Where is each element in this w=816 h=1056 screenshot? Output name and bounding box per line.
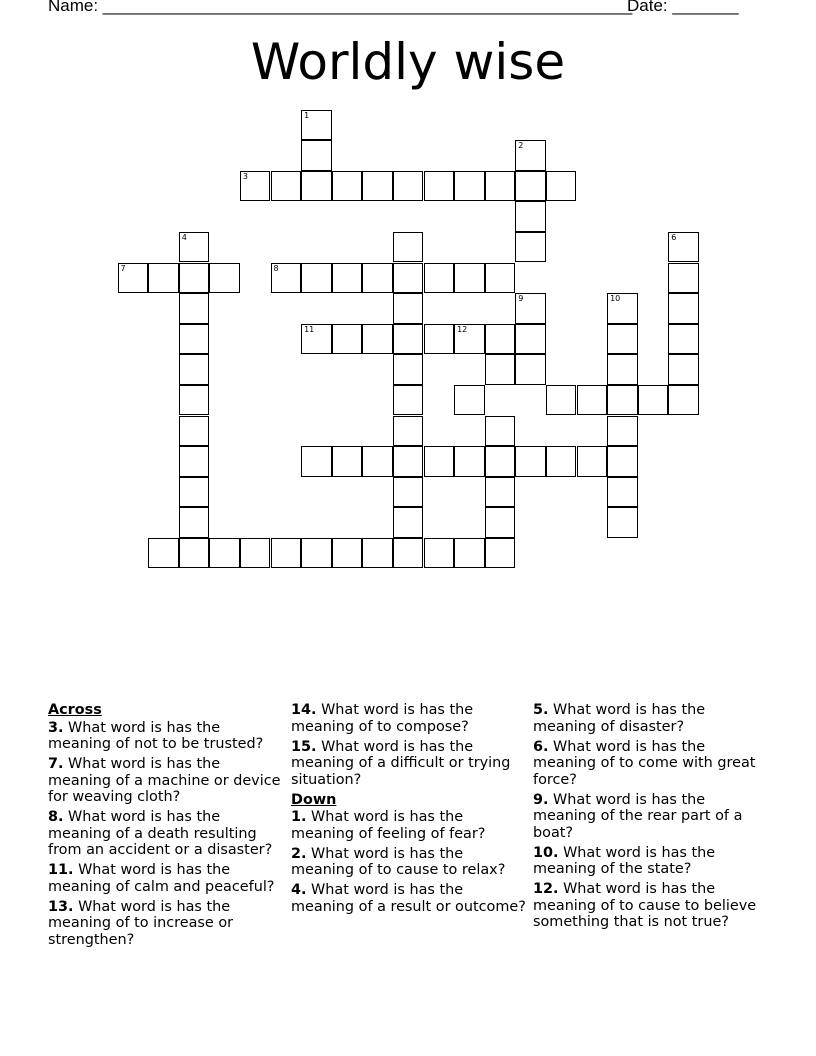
grid-cell[interactable] (301, 263, 332, 294)
grid-cell[interactable] (515, 232, 546, 263)
clue-down-10 (533, 845, 769, 878)
grid-cell[interactable] (301, 171, 332, 202)
clue-across-3 (48, 720, 284, 753)
clue-text: What word is has the meaning of to increase or strengthen? (48, 898, 234, 948)
clue-number: 9. (533, 791, 549, 808)
clue-number: 2. (291, 845, 307, 862)
grid-cell[interactable] (118, 263, 149, 294)
grid-cell[interactable] (393, 324, 424, 355)
grid-cell[interactable] (485, 416, 516, 447)
grid-cell[interactable] (515, 354, 546, 385)
clue-text: What word is has the meaning of a death resulting from an accident or a disaster? (48, 809, 273, 858)
grid-cell[interactable] (485, 446, 516, 477)
clue-number-label: 12 (457, 324, 468, 334)
grid-cell[interactable] (424, 171, 455, 202)
grid-cell[interactable] (271, 263, 302, 294)
clue-across-8 (48, 809, 284, 859)
grid-cell[interactable] (607, 416, 638, 447)
clues-column-2 (291, 702, 527, 919)
grid-cell[interactable] (301, 110, 332, 141)
grid-cell[interactable] (209, 263, 240, 294)
grid-cell[interactable] (393, 507, 424, 538)
clue-text: What word is has the meaning of feeling of fear? (291, 809, 486, 842)
grid-cell[interactable] (179, 538, 210, 569)
grid-cell[interactable] (607, 385, 638, 416)
grid-cell[interactable] (485, 507, 516, 538)
clue-number: 7. (48, 756, 64, 772)
grid-cell[interactable] (301, 538, 332, 569)
clue-number: 12. (533, 881, 559, 897)
grid-cell[interactable] (577, 446, 608, 477)
grid-cell[interactable] (515, 293, 546, 324)
grid-cell[interactable] (179, 293, 210, 324)
across-heading: Across (48, 702, 102, 718)
grid-cell[interactable] (179, 354, 210, 385)
clue-text: What word is has the meaning of a result or outcome? (291, 882, 526, 915)
grid-cell[interactable] (179, 385, 210, 416)
grid-cell[interactable] (301, 446, 332, 477)
grid-cell[interactable] (240, 538, 271, 569)
clue-down-4 (291, 882, 527, 915)
clue-number: 10. (533, 844, 559, 861)
grid-cell[interactable] (332, 446, 363, 477)
clue-number: 15. (291, 738, 317, 755)
clue-across-15 (291, 739, 527, 789)
grid-cell[interactable] (148, 538, 179, 569)
grid-cell[interactable] (485, 324, 516, 355)
grid-cell[interactable] (393, 446, 424, 477)
grid-cell[interactable] (393, 232, 424, 263)
grid-cell[interactable] (424, 324, 455, 355)
clue-number-label: 10 (610, 294, 621, 304)
clue-number: 3. (48, 719, 64, 736)
clues-column-3 (533, 702, 769, 934)
clue-number-label: 6 (671, 232, 677, 242)
grid-cell[interactable] (393, 171, 424, 202)
grid-cell[interactable] (454, 171, 485, 202)
grid-cell[interactable] (607, 446, 638, 477)
grid-cell[interactable] (607, 354, 638, 385)
grid-cell[interactable] (362, 324, 393, 355)
clue-text: What word is has the meaning of to come with great force? (533, 738, 756, 788)
grid-cell[interactable] (393, 385, 424, 416)
clue-number: 4. (291, 882, 307, 898)
grid-cell[interactable] (668, 293, 699, 324)
grid-cell[interactable] (332, 171, 363, 202)
grid-cell[interactable] (271, 538, 302, 569)
clue-text: What word is has the meaning of to cause to believe something that is not true? (533, 881, 757, 930)
clue-text: What word is has the meaning of to cause to relax? (291, 845, 506, 878)
grid-cell[interactable] (638, 385, 669, 416)
grid-cell[interactable] (607, 507, 638, 538)
grid-cell[interactable] (393, 477, 424, 508)
grid-cell[interactable] (546, 171, 577, 202)
clue-down-2 (291, 846, 527, 879)
clue-down-6 (533, 739, 769, 789)
grid-cell[interactable] (668, 354, 699, 385)
grid-cell[interactable] (454, 263, 485, 294)
grid-cell[interactable] (485, 538, 516, 569)
clue-number-label: 7 (120, 263, 126, 273)
grid-cell[interactable] (424, 538, 455, 569)
grid-cell[interactable] (332, 324, 363, 355)
clue-text: What word is has the meaning of not to be trusted? (48, 719, 264, 752)
grid-cell[interactable] (668, 263, 699, 294)
grid-cell[interactable] (271, 171, 302, 202)
grid-cell[interactable] (393, 293, 424, 324)
grid-cell[interactable] (454, 324, 485, 355)
grid-cell[interactable] (424, 446, 455, 477)
grid-cell[interactable] (454, 385, 485, 416)
down-heading: Down (291, 791, 337, 808)
clue-text: What word is has the meaning of a machine or device for weaving cloth? (48, 756, 281, 805)
grid-cell[interactable] (362, 263, 393, 294)
clue-number: 11. (48, 862, 74, 878)
clue-down-5 (533, 702, 769, 735)
clue-text: What word is has the meaning of the state? (533, 844, 716, 877)
grid-cell[interactable] (179, 416, 210, 447)
grid-cell[interactable] (546, 385, 577, 416)
grid-cell[interactable] (485, 263, 516, 294)
grid-cell[interactable] (393, 263, 424, 294)
grid-cell[interactable] (454, 446, 485, 477)
clue-text: What word is has the meaning of calm and peaceful? (48, 862, 275, 895)
grid-cell[interactable] (515, 201, 546, 232)
name-field: Name: ________________________________________________________ (48, 0, 633, 15)
grid-cell[interactable] (148, 263, 179, 294)
clue-across-13 (48, 899, 284, 949)
clue-across-7 (48, 756, 284, 806)
clue-number: 13. (48, 898, 74, 915)
grid-cell[interactable] (209, 538, 240, 569)
grid-cell[interactable] (362, 446, 393, 477)
grid-cell[interactable] (607, 293, 638, 324)
grid-cell[interactable] (485, 171, 516, 202)
clue-number: 8. (48, 809, 64, 825)
grid-cell[interactable] (179, 263, 210, 294)
grid-cell[interactable] (301, 140, 332, 171)
grid-cell[interactable] (515, 446, 546, 477)
grid-cell[interactable] (393, 416, 424, 447)
clue-text: What word is has the meaning of the rear part of a boat? (533, 791, 743, 841)
grid-cell[interactable] (668, 385, 699, 416)
grid-cell[interactable] (362, 171, 393, 202)
clue-number-label: 4 (181, 232, 187, 242)
puzzle-title: Worldly wise (250, 33, 566, 91)
clue-number: 1. (291, 809, 307, 825)
grid-cell[interactable] (607, 324, 638, 355)
grid-cell[interactable] (362, 538, 393, 569)
clue-number-label: 8 (273, 263, 279, 273)
grid-cell[interactable] (668, 232, 699, 263)
grid-cell[interactable] (393, 538, 424, 569)
clue-number-label: 2 (518, 141, 524, 151)
grid-cell[interactable] (301, 324, 332, 355)
grid-cell[interactable] (179, 232, 210, 263)
clue-down-12 (533, 881, 769, 931)
clue-number-label: 11 (304, 324, 315, 334)
clue-number: 6. (533, 738, 549, 755)
clue-across-14 (291, 702, 527, 735)
grid-cell[interactable] (485, 354, 516, 385)
clue-text: What word is has the meaning of disaster? (533, 702, 706, 735)
grid-cell[interactable] (546, 446, 577, 477)
grid-cell[interactable] (179, 507, 210, 538)
grid-cell[interactable] (179, 324, 210, 355)
date-field: Date: _______ (627, 0, 739, 15)
grid-cell[interactable] (179, 477, 210, 508)
grid-cell[interactable] (515, 324, 546, 355)
clue-across-11 (48, 862, 284, 895)
grid-cell[interactable] (668, 324, 699, 355)
grid-cell[interactable] (454, 538, 485, 569)
grid-cell[interactable] (240, 171, 271, 202)
grid-cell[interactable] (424, 263, 455, 294)
grid-cell[interactable] (393, 354, 424, 385)
clue-number: 14. (291, 702, 317, 718)
clue-text: What word is has the meaning of a difficult or trying situation? (291, 738, 511, 788)
grid-cell[interactable] (332, 263, 363, 294)
grid-cell[interactable] (485, 477, 516, 508)
grid-cell[interactable] (607, 477, 638, 508)
grid-cell[interactable] (515, 140, 546, 171)
clues-column-1 (48, 702, 284, 952)
clue-down-9 (533, 792, 769, 842)
grid-cell[interactable] (515, 171, 546, 202)
clue-number-label: 9 (518, 294, 524, 304)
clue-number-label: 1 (304, 110, 310, 120)
grid-cell[interactable] (179, 446, 210, 477)
clue-number-label: 3 (242, 171, 248, 181)
clue-number: 5. (533, 702, 549, 718)
grid-cell[interactable] (577, 385, 608, 416)
clue-down-1 (291, 809, 527, 842)
grid-cell[interactable] (332, 538, 363, 569)
clue-text: What word is has the meaning of to compose? (291, 702, 474, 735)
